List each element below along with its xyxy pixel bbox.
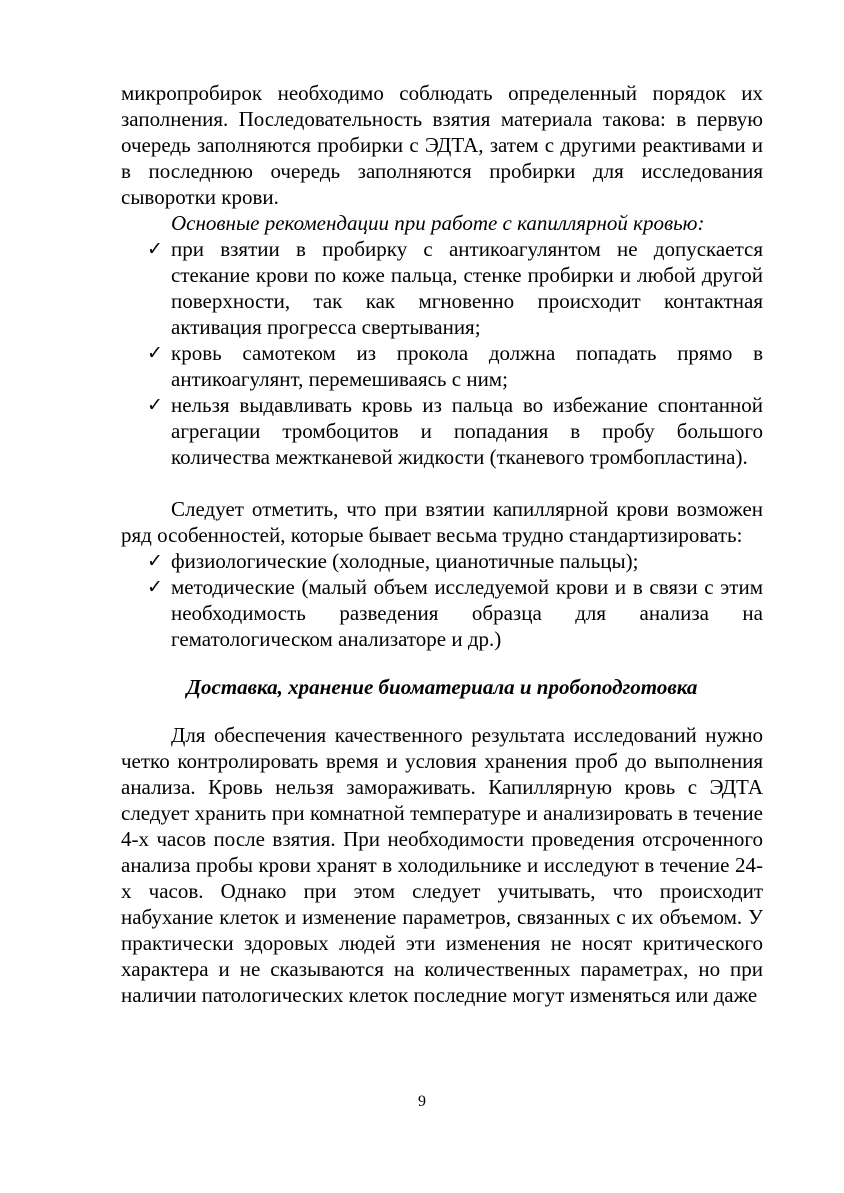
check-mark-icon: ✓	[147, 238, 163, 260]
list-item-text: нельзя выдавливать кровь из пальца во избежание спонтанной агрегации тромбоцитов и попадания в пробу большого количества межтканевой жидкости (тканевого тромбопластина).	[171, 393, 763, 469]
list-item	[121, 574, 763, 652]
check-mark-icon: ✓	[147, 394, 163, 416]
page-content	[121, 80, 763, 1008]
check-mark-icon: ✓	[147, 550, 163, 572]
features-list	[121, 548, 763, 652]
check-mark-icon: ✓	[147, 342, 163, 364]
check-mark-icon: ✓	[147, 576, 163, 598]
storage-paragraph: Для обеспечения качественного результата исследований нужно четко контролировать время и условия хранения проб до выполнения анализа. Кровь нельзя замораживать. Капиллярную кровь с ЭДТА следует хранить при комнатной температуре и анализировать в течение 4-х часов после взятия. При необходимости проведения отсроченного анализа пробы крови хранят в холодильнике и исследуют в течение 24-х часов. Однако при этом следует учитывать, что происходит набухание клеток и изменение параметров, связанных с их объемом. У практически здоровых людей эти изменения не носят критического характера и не сказываются на количественных параметрах, но при наличии патологических клеток последние могут изменяться или даже	[121, 723, 763, 1007]
spacer	[121, 652, 763, 674]
recommendations-title: Основные рекомендации при работе с капиллярной кровью:	[171, 211, 705, 235]
list-item-text: методические (малый объем исследуемой крови и в связи с этим необходимость разведения образца для анализа на гематологическом анализаторе и др.)	[171, 575, 763, 651]
spacer	[121, 470, 763, 496]
section-heading: Доставка, хранение биоматериала и пробоподготовка	[186, 675, 698, 699]
list-item	[121, 340, 763, 392]
list-item-text: при взятии в пробирку с антикоагулянтом не допускается стекание крови по коже пальца, стенке пробирки и любой другой поверхности, так как мгновенно происходит контактная активация прогресса свертывания;	[171, 237, 763, 339]
features-intro-paragraph: Следует отметить, что при взятии капиллярной крови возможен ряд особенностей, которые бывает весьма трудно стандартизировать:	[121, 497, 763, 547]
list-item	[121, 392, 763, 470]
list-item-text: кровь самотеком из прокола должна попадать прямо в антикоагулянт, перемешиваясь с ним;	[171, 341, 763, 391]
intro-paragraph: микропробирок необходимо соблюдать определенный порядок их заполнения. Последовательность взятия материала такова: в первую очередь заполняются пробирки с ЭДТА, затем с другими реактивами и в последнюю очередь заполняются пробирки для исследования сыворотки крови.	[121, 81, 763, 209]
list-item	[121, 236, 763, 340]
recommendations-list	[121, 236, 763, 470]
page-number: 9	[418, 1093, 426, 1110]
list-item-text: физиологические (холодные, цианотичные пальцы);	[171, 549, 639, 573]
list-item	[121, 548, 763, 574]
spacer	[121, 700, 763, 722]
